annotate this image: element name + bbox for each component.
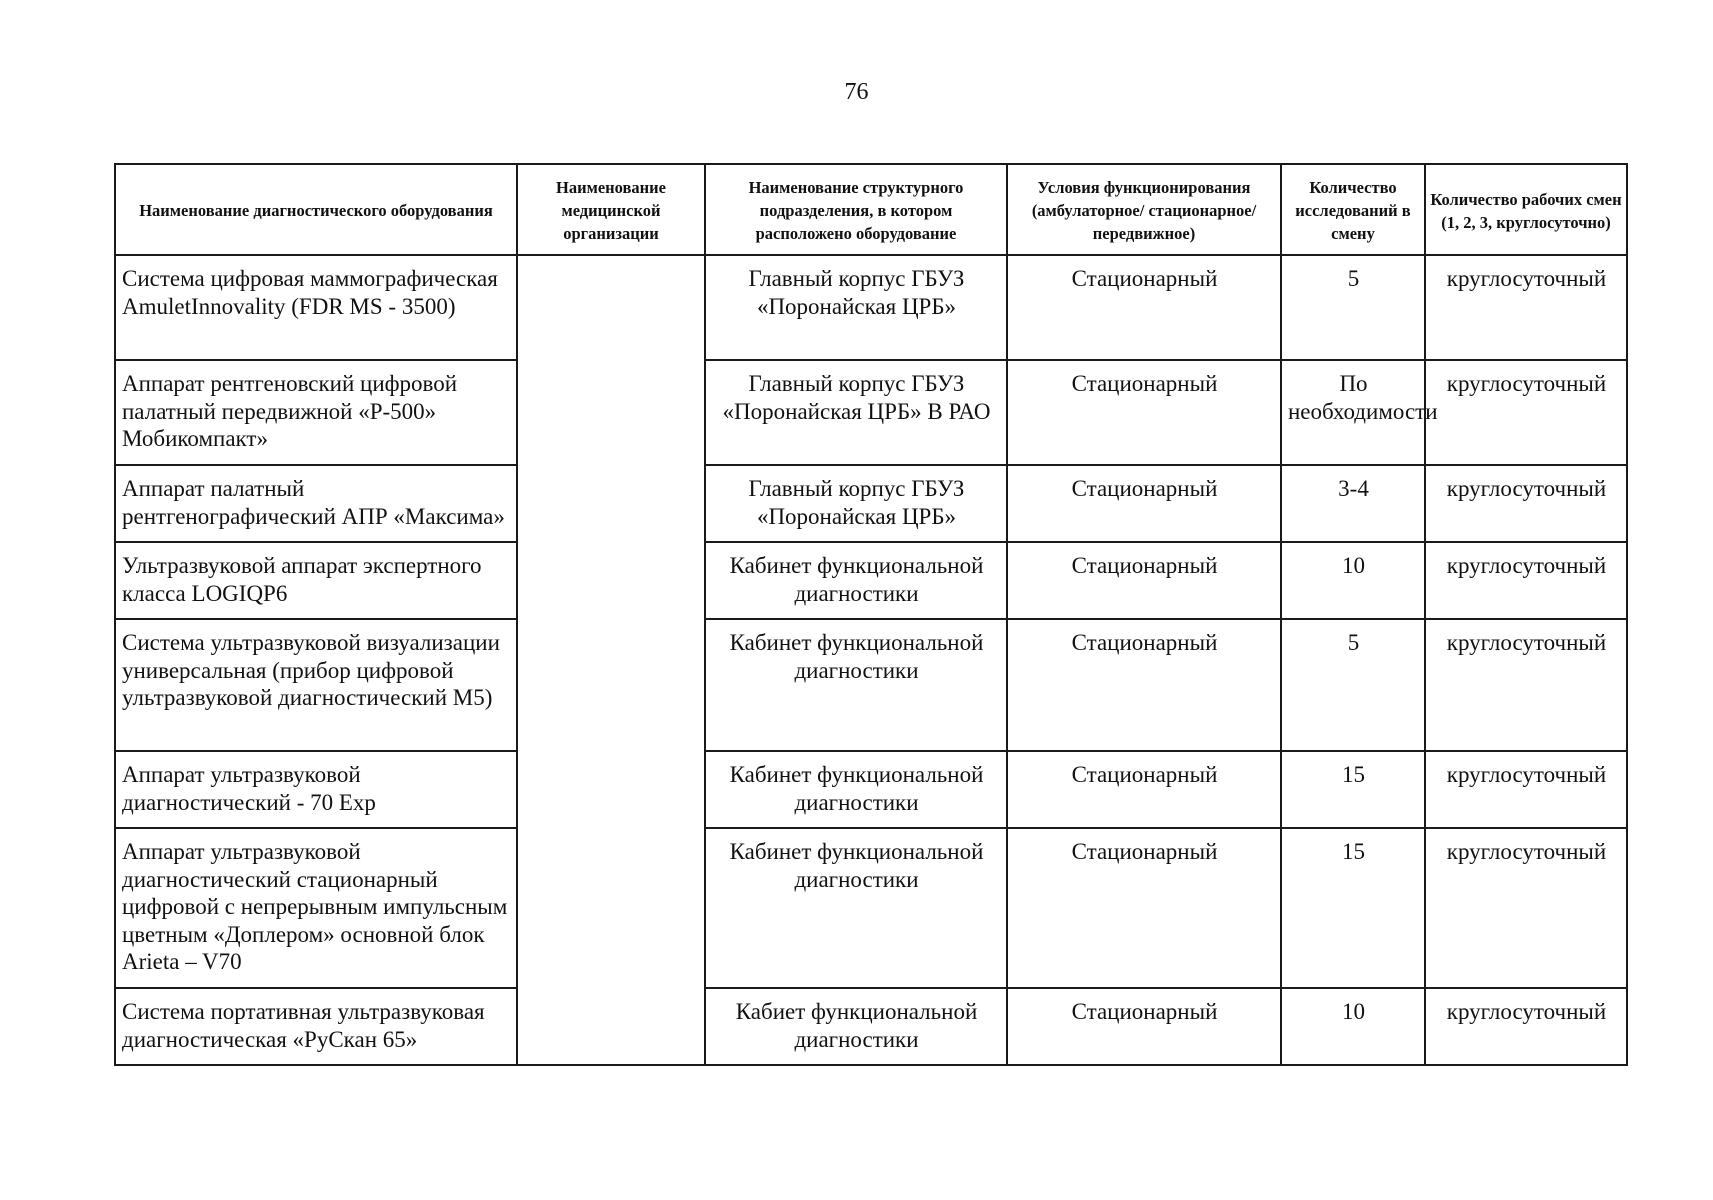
shifts-cell: круглосуточный <box>1425 255 1627 360</box>
shifts-cell: круглосуточный <box>1425 360 1627 465</box>
diagnostic-equipment-table <box>114 163 1628 1066</box>
conditions-cell: Стационарный <box>1007 255 1281 360</box>
equipment-name-cell: Аппарат палатный рентгенографический АПР «Максима» <box>115 465 517 542</box>
shifts-cell: круглосуточный <box>1425 988 1627 1065</box>
studies-cell: 10 <box>1281 542 1425 619</box>
header-work-shifts: Количество рабочих смен (1, 2, 3, круглосуточно) <box>1425 164 1627 255</box>
studies-cell: 3-4 <box>1281 465 1425 542</box>
table-row <box>115 988 1627 1065</box>
page-number: 76 <box>844 79 869 105</box>
table-row <box>115 465 1627 542</box>
conditions-cell: Стационарный <box>1007 619 1281 751</box>
table-row <box>115 751 1627 828</box>
shifts-cell: круглосуточный <box>1425 619 1627 751</box>
header-conditions: Условия функционирования (амбулаторное/ стационарное/передвижное) <box>1007 164 1281 255</box>
table-row <box>115 828 1627 988</box>
header-equipment: Наименование диагностического оборудования <box>115 164 517 255</box>
equipment-name-cell: Аппарат рентгеновский цифровой палатный передвижной «Р-500» Мобикомпакт» <box>115 360 517 465</box>
department-cell: Главный корпус ГБУЗ «Поронайская ЦРБ» <box>705 255 1007 360</box>
studies-cell: 5 <box>1281 255 1425 360</box>
header-department: Наименование структурного подразделения, в котором расположено оборудование <box>705 164 1007 255</box>
shifts-cell: круглосуточный <box>1425 465 1627 542</box>
conditions-cell: Стационарный <box>1007 828 1281 988</box>
studies-cell: 5 <box>1281 619 1425 751</box>
header-studies-per-shift: Количество исследований в смену <box>1281 164 1425 255</box>
equipment-name-cell: Система портативная ультразвуковая диагностическая «РуСкан 65» <box>115 988 517 1065</box>
conditions-cell: Стационарный <box>1007 465 1281 542</box>
shifts-cell: круглосуточный <box>1425 542 1627 619</box>
conditions-cell: Стационарный <box>1007 360 1281 465</box>
department-cell: Кабинет функциональной диагностики <box>705 751 1007 828</box>
department-cell: Главный корпус ГБУЗ «Поронайская ЦРБ» <box>705 465 1007 542</box>
equipment-name-cell: Аппарат ультразвуковой диагностический - 70 Exp <box>115 751 517 828</box>
shifts-cell: круглосуточный <box>1425 828 1627 988</box>
studies-cell: 15 <box>1281 751 1425 828</box>
studies-cell: 10 <box>1281 988 1425 1065</box>
equipment-name-cell: Система ультразвуковой визуализации универсальная (прибор цифровой ультразвуковой диагностический М5) <box>115 619 517 751</box>
equipment-name-cell: Система цифровая маммографическая AmuletInnovality (FDR MS - 3500) <box>115 255 517 360</box>
conditions-cell: Стационарный <box>1007 751 1281 828</box>
table-row <box>115 360 1627 465</box>
studies-cell: По необходимости <box>1281 360 1425 465</box>
header-organization: Наименование медицинской организации <box>517 164 705 255</box>
table-header-row <box>115 164 1627 255</box>
department-cell: Кабинет функциональной диагностики <box>705 542 1007 619</box>
table-row <box>115 619 1627 751</box>
equipment-name-cell: Аппарат ультразвуковой диагностический стационарный цифровой с непрерывным импульсным цветным «Доплером» основной блок Arieta – V70 <box>115 828 517 988</box>
department-cell: Кабиeт функциональной диагностики <box>705 988 1007 1065</box>
studies-cell: 15 <box>1281 828 1425 988</box>
equipment-name-cell: Ультразвуковой аппарат экспертного класса LOGIQP6 <box>115 542 517 619</box>
shifts-cell: круглосуточный <box>1425 751 1627 828</box>
conditions-cell: Стационарный <box>1007 542 1281 619</box>
department-cell: Кабинет функциональной диагностики <box>705 619 1007 751</box>
table-row <box>115 255 1627 360</box>
department-cell: Кабинет функциональной диагностики <box>705 828 1007 988</box>
conditions-cell: Стационарный <box>1007 988 1281 1065</box>
organization-cell <box>517 255 705 1065</box>
table-row <box>115 542 1627 619</box>
department-cell: Главный корпус ГБУЗ «Поронайская ЦРБ» В РАО <box>705 360 1007 465</box>
